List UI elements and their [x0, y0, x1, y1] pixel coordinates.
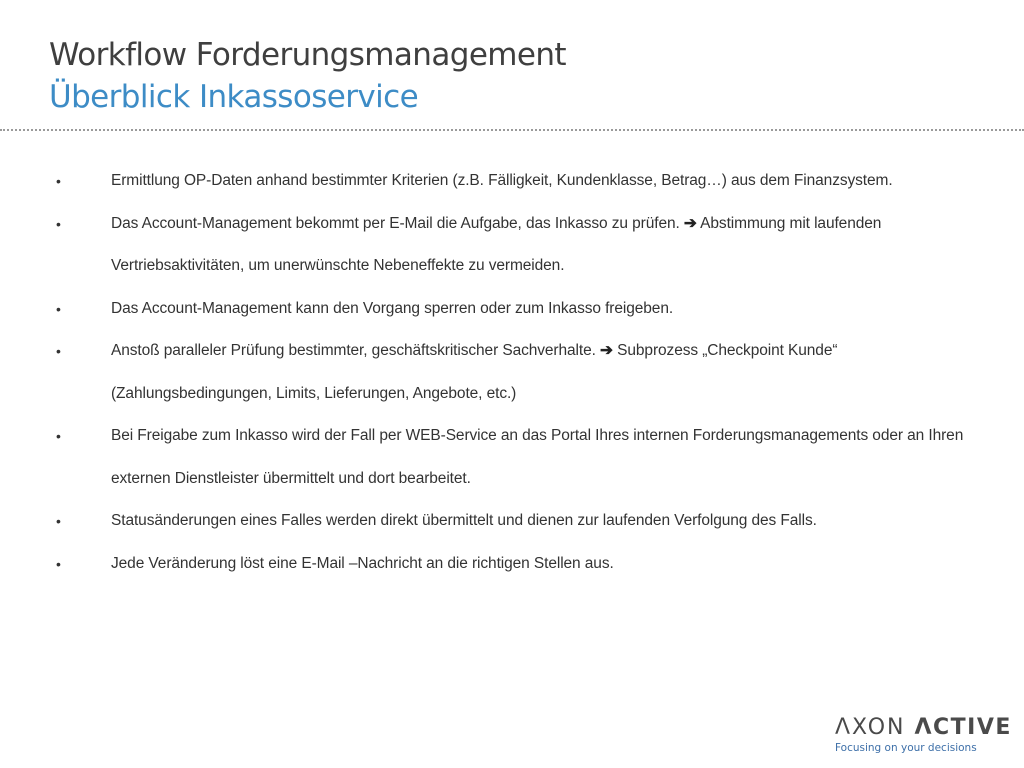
title-block [49, 34, 989, 118]
bullet-item [0, 543, 1024, 586]
bullet-text: Ermittlung OP-Daten anhand bestimmter Kriterien (z.B. Fälligkeit, Kundenklasse, Betrag…) aus dem Finanzsystem. [111, 172, 893, 189]
slide-title: Workflow Forderungsmanagement [49, 37, 566, 73]
bullet-text: Bei Freigabe zum Inkasso wird der Fall per WEB-Service an das Portal Ihres internen Forderungsmanagements oder an Ihren externen Dienstleister übermittelt und dort bearbeitet. [111, 427, 964, 487]
logo-wordmark [835, 715, 1012, 740]
bullet-text: Statusänderungen eines Falles werden direkt übermittelt und dienen zur laufenden Verfolgung des Falls. [111, 512, 817, 529]
bullet-item [0, 203, 1024, 288]
dotted-separator [0, 129, 1024, 131]
bullet-text: Jede Veränderung löst eine E-Mail –Nachricht an die richtigen Stellen aus. [111, 554, 614, 572]
logo-word-light: ΛXON [835, 715, 906, 740]
bullet-text: Anstoß paralleler Prüfung bestimmter, geschäftskritischer Sachverhalte. [111, 342, 596, 359]
bullet-dot-icon: • [56, 300, 61, 317]
bullet-dot-icon: • [56, 513, 61, 529]
bullet-text-continuation: Abstimmung mit laufenden Vertriebsaktivitäten, um unerwünschte Nebeneffekte zu vermeiden. [111, 214, 882, 274]
bullet-item [0, 330, 1024, 415]
arrow-right-icon: ➔ [683, 214, 697, 232]
bullet-item [0, 160, 1024, 203]
bullet-list [0, 160, 1024, 585]
bullet-text-continuation: Subprozess „Checkpoint Kunde“ (Zahlungsbedingungen, Limits, Lieferungen, Angebote, etc.) [111, 342, 838, 402]
bullet-dot-icon: • [56, 173, 61, 189]
bullet-dot-icon: • [56, 555, 61, 572]
arrow-right-icon: ➔ [600, 342, 613, 359]
company-logo [835, 715, 1012, 755]
bullet-dot-icon: • [56, 343, 61, 359]
bullet-item [0, 500, 1024, 543]
bullet-item [0, 288, 1024, 331]
logo-tagline: Focusing on your decisions [835, 742, 977, 754]
bullet-item [0, 415, 1024, 500]
bullet-dot-icon: • [56, 215, 61, 232]
bullet-text: Das Account-Management bekommt per E-Mail die Aufgabe, das Inkasso zu prüfen. [111, 214, 680, 232]
bullet-text: Das Account-Management kann den Vorgang sperren oder zum Inkasso freigeben. [111, 299, 674, 317]
logo-word-bold: ΛCTIVE [914, 715, 1012, 740]
slide-subtitle: Überblick Inkassoservice [49, 79, 419, 115]
bullet-dot-icon: • [56, 428, 61, 444]
